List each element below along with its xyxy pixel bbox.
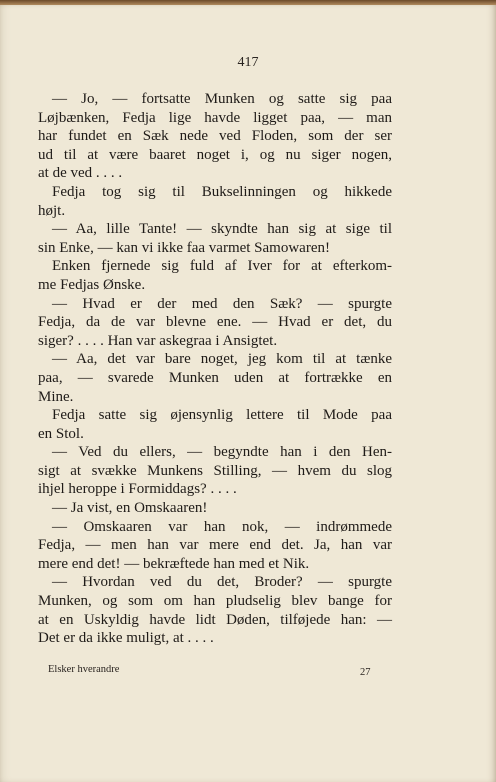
- text-line: — Omskaaren var han nok, — indrømmede: [52, 518, 392, 535]
- text-line: at de ved . . . .: [38, 165, 123, 182]
- paragraph: [38, 90, 392, 183]
- paragraph: [38, 257, 392, 294]
- signature-mark: 27: [360, 667, 371, 678]
- text-line: en Stol.: [38, 425, 84, 442]
- text-line: — Jo, — fortsatte Munken og satte sig paa: [52, 91, 392, 107]
- paragraph: [38, 518, 392, 574]
- text-line: — Aa, det var bare noget, jeg kom til at tænke: [52, 351, 392, 368]
- text-line: — Hvordan ved du det, Broder? — spurgte: [52, 574, 392, 591]
- text-line: ihjel heroppe i Formiddags? . . . .: [38, 481, 237, 498]
- text-line: Det er da ikke muligt, at . . . .: [38, 630, 214, 647]
- paragraph: [38, 406, 392, 443]
- paragraph: [38, 350, 392, 406]
- text-line: — Ved du ellers, — begyndte han i den Hen-: [52, 444, 392, 461]
- text-line: paa, — svarede Munken uden at fortrække en: [38, 369, 392, 386]
- text-line: ud til at være baaret noget i, og nu siger nogen,: [38, 146, 392, 163]
- text-line: — Aa, lille Tante! — skyndte han sig at sige til: [52, 221, 392, 238]
- text-line: me Fedjas Ønske.: [38, 276, 146, 293]
- paragraph: [38, 573, 392, 647]
- text-line: sigt at svække Munkens Stilling, — hvem du slog: [38, 462, 392, 479]
- paragraph: [38, 220, 392, 257]
- text-line: Mine.: [38, 388, 74, 405]
- footer-title: Elsker hverandre: [48, 664, 120, 675]
- text-line: — Hvad er der med den Sæk? — spurgte: [52, 295, 392, 312]
- paragraph: [38, 295, 392, 351]
- page-footer: [48, 664, 378, 678]
- page-top-edge: [0, 0, 496, 5]
- text-line: Fedja tog sig til Bukselinningen og hikkede: [52, 183, 392, 200]
- body-text: [38, 90, 392, 648]
- text-line: siger? . . . . Han var askegraa i Ansigtet.: [38, 332, 278, 349]
- text-line: Fedja satte sig øjensynlig lettere til Mode paa: [52, 407, 392, 424]
- text-line: sin Enke, — kan vi ikke faa varmet Samowaren!: [38, 239, 330, 256]
- text-line: mere end det! — bekræftede han med et Nik.: [38, 555, 310, 572]
- text-line: Fedja, — men han var mere end det. Ja, han var: [38, 537, 392, 554]
- text-line: — Ja vist, en Omskaaren!: [52, 500, 208, 517]
- text-line: at en Uskyldig havde lidt Døden, tilføjede han: —: [38, 611, 392, 628]
- text-line: Løjbænken, Fedja lige havde ligget paa, — man: [38, 109, 392, 126]
- text-line: Fedja, da de var blevne ene. — Hvad er det, du: [38, 314, 392, 331]
- text-line: har fundet en Sæk nede ved Floden, som der ser: [38, 128, 392, 145]
- paragraph: [38, 183, 392, 220]
- page-number: 417: [237, 55, 259, 70]
- paragraph: [38, 499, 392, 518]
- text-line: Enken fjernede sig fuld af Iver for at efterkom-: [52, 258, 392, 275]
- text-line: Munken, og som om han pludselig blev bange for: [38, 593, 392, 610]
- text-line: højt.: [38, 202, 66, 219]
- paragraph: [38, 443, 392, 499]
